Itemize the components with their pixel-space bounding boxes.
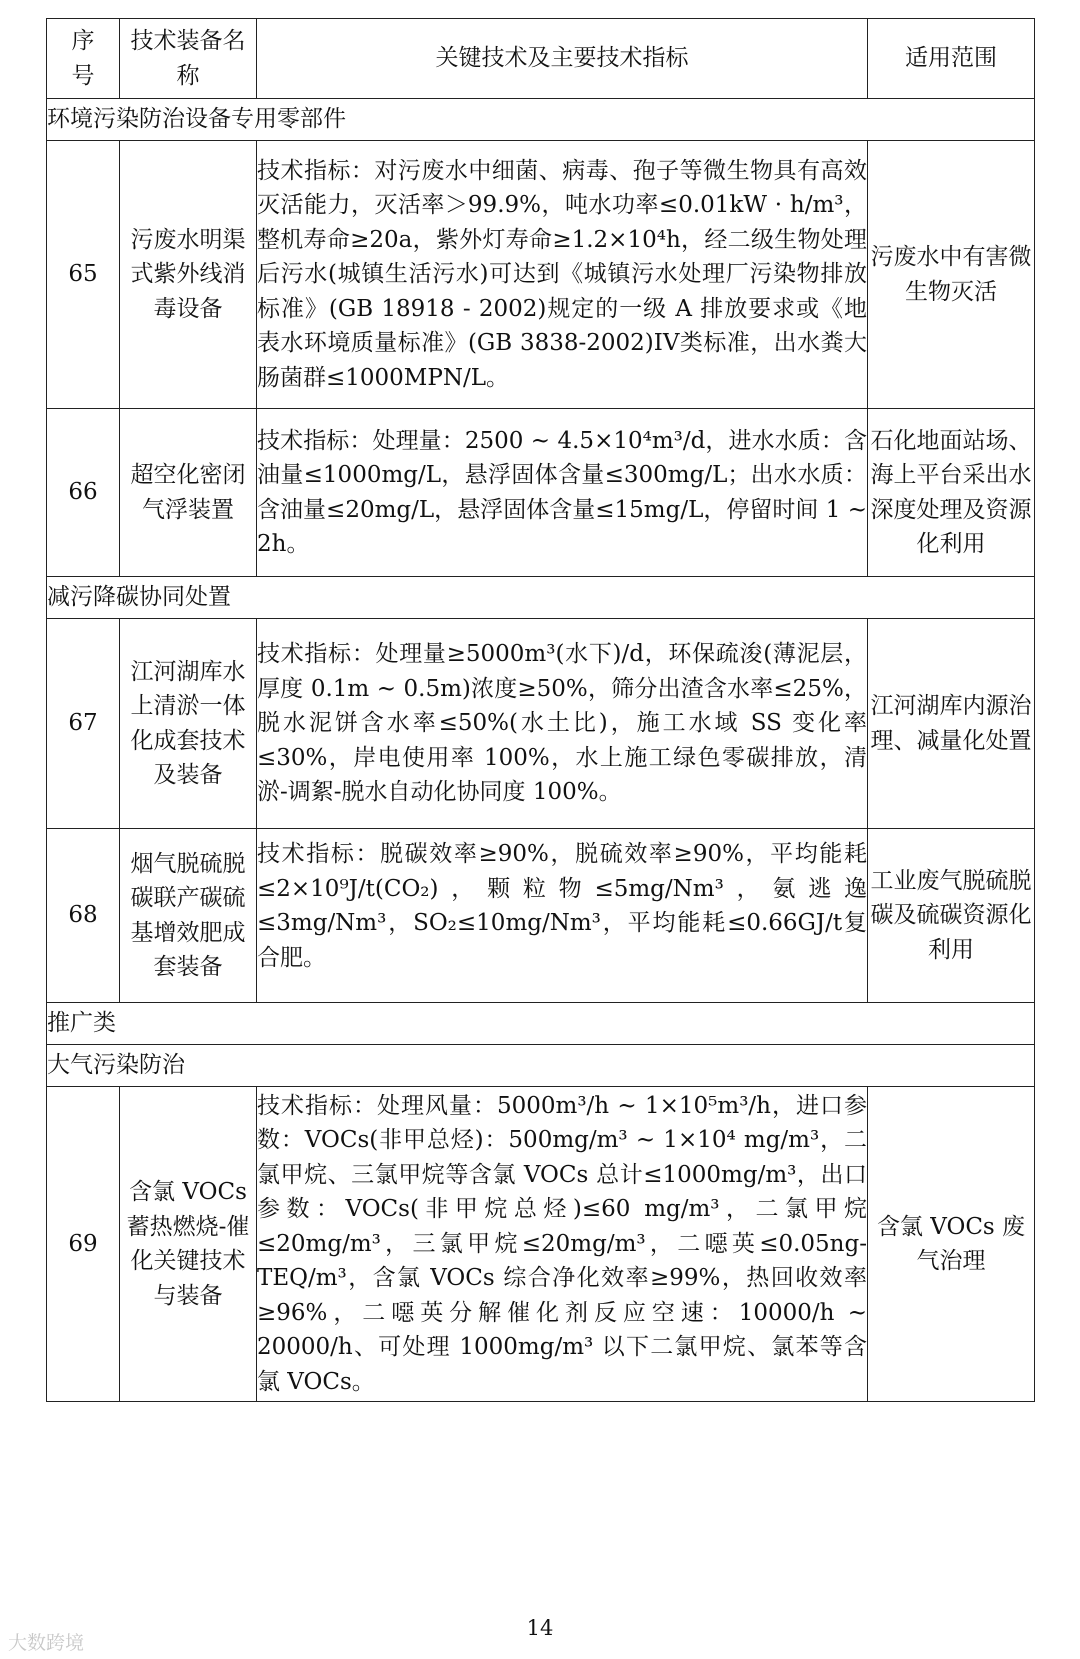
row-spec: 技术指标：处理量≥5000m³(水下)/d，环保疏浚(薄泥层，厚度 0.1m ~ 0.5m)浓度≥50%，筛分出渣含水率≤25%，脱水泥饼含水率≤50%(水土比)，施工水域 SS 变化率≤30%，岸电使用率 100%，水上施工绿色零碳排放，清淤-调絮-脱水自动化协同度 100%。 [257, 619, 868, 829]
row-name: 烟气脱硫脱碳联产碳硫基增效肥成套装备 [120, 829, 257, 1003]
section-row [47, 1045, 1035, 1087]
row-spec: 技术指标：脱碳效率≥90%，脱硫效率≥90%，平均能耗≤2×10⁹J/t(CO₂)，颗粒物≤5mg/Nm³，氨逃逸≤3mg/Nm³，SO₂≤10mg/Nm³，平均能耗≤0.66GJ/t复合肥。 [257, 829, 868, 1003]
section-title: 推广类 [47, 1003, 1035, 1045]
section-row [47, 577, 1035, 619]
table-row [47, 829, 1035, 1003]
watermark: 大数跨境 [8, 1632, 85, 1654]
row-no: 66 [47, 409, 120, 577]
header-scope: 适用范围 [868, 19, 1035, 99]
row-spec: 技术指标：对污废水中细菌、病毒、孢子等微生物具有高效灭活能力，灭活率＞99.9%，吨水功率≤0.01kW · h/m³，整机寿命≥20a，紫外灯寿命≥1.2×10⁴h，经二级生物处理后污水(城镇生活污水)可达到《城镇污水处理厂污染物排放标准》(GB 18918 - 2002)规定的一级 A 排放要求或《地表水环境质量标准》(GB 3838-2002)IV类标准，出水粪大肠菌群≤1000MPN/L。 [257, 141, 868, 409]
table-row [47, 619, 1035, 829]
header-name: 技术装备名称 [120, 19, 257, 99]
row-spec: 技术指标：处理风量：5000m³/h ~ 1×10⁵m³/h，进口参数：VOCs(非甲总烃)：500mg/m³ ~ 1×10⁴ mg/m³，二氯甲烷、三氯甲烷等含氯 VOCs 总计≤1000mg/m³，出口参数：VOCs(非甲烷总烃)≤60 mg/m³，二氯甲烷≤20mg/m³，三氯甲烷≤20mg/m³，二噁英≤0.05ng-TEQ/m³，含氯 VOCs 综合净化效率≥99%，热回收效率≥96%，二噁英分解催化剂反应空速：10000/h ~ 20000/h、可处理 1000mg/m³ 以下二氯甲烷、氯苯等含氯 VOCs。 [257, 1087, 868, 1402]
row-scope: 含氯 VOCs 废气治理 [868, 1087, 1035, 1402]
row-no: 65 [47, 141, 120, 409]
section-row [47, 1003, 1035, 1045]
section-title: 大气污染防治 [47, 1045, 1035, 1087]
row-no: 67 [47, 619, 120, 829]
section-title: 减污降碳协同处置 [47, 577, 1035, 619]
row-scope: 石化地面站场、海上平台采出水深度处理及资源化利用 [868, 409, 1035, 577]
row-name: 污废水明渠式紫外线消毒设备 [120, 141, 257, 409]
row-scope: 工业废气脱硫脱碳及硫碳资源化利用 [868, 829, 1035, 1003]
row-name: 江河湖库水上清淤一体化成套技术及装备 [120, 619, 257, 829]
table-header-row [47, 19, 1035, 99]
table-row [47, 141, 1035, 409]
table-row [47, 1087, 1035, 1402]
row-no: 68 [47, 829, 120, 1003]
page-number: 14 [526, 1616, 554, 1640]
section-row [47, 99, 1035, 141]
row-name: 超空化密闭气浮装置 [120, 409, 257, 577]
section-title: 环境污染防治设备专用零部件 [47, 99, 1035, 141]
equipment-table [46, 18, 1035, 1402]
row-no: 69 [47, 1087, 120, 1402]
table-row [47, 409, 1035, 577]
row-scope: 污废水中有害微生物灭活 [868, 141, 1035, 409]
row-spec: 技术指标：处理量：2500 ~ 4.5×10⁴m³/d，进水水质：含油量≤1000mg/L，悬浮固体含量≤300mg/L；出水水质：含油量≤20mg/L，悬浮固体含量≤15mg/L，停留时间 1 ~ 2h。 [257, 409, 868, 577]
header-spec: 关键技术及主要技术指标 [257, 19, 868, 99]
row-scope: 江河湖库内源治理、减量化处置 [868, 619, 1035, 829]
header-no: 序号 [47, 19, 120, 99]
row-name: 含氯 VOCs 蓄热燃烧-催化关键技术与装备 [120, 1087, 257, 1402]
